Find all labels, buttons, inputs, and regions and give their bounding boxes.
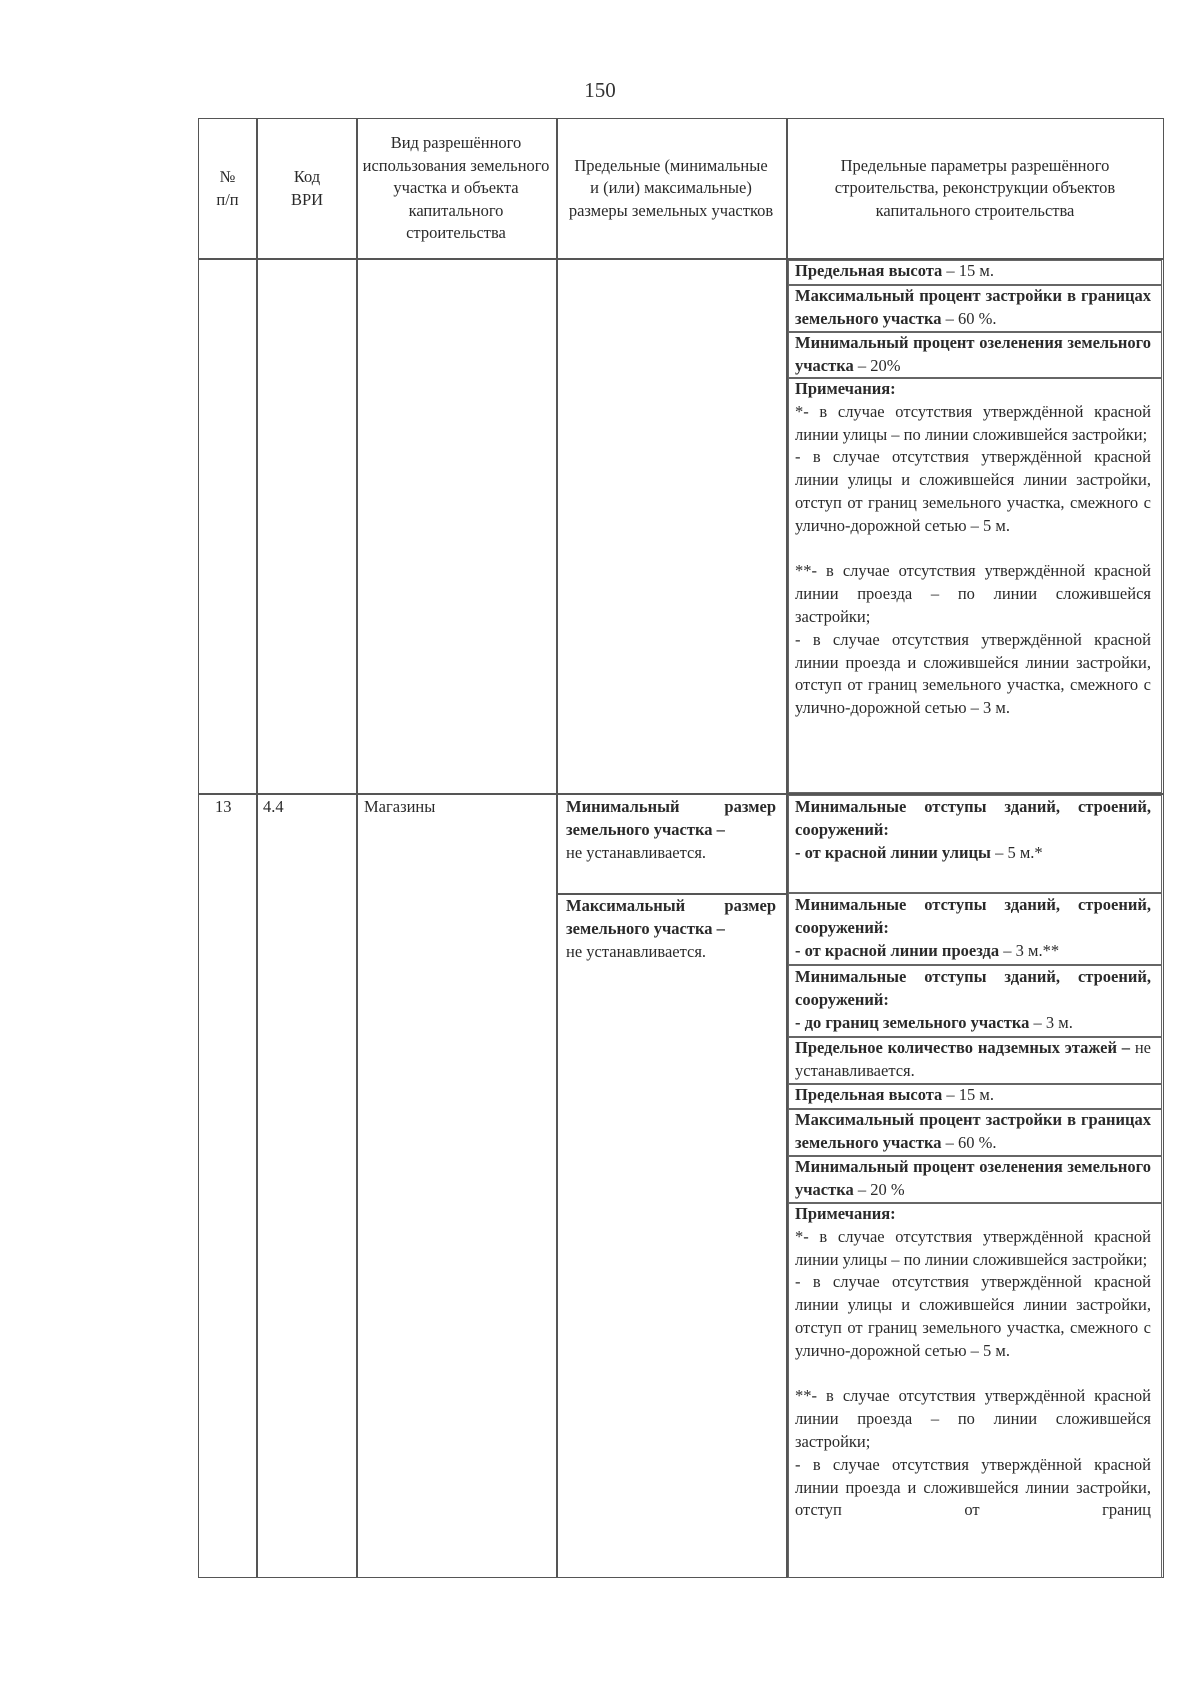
header-use-type: Вид разрешённого использования земельного участка и объекта капитального строительства bbox=[362, 133, 550, 243]
header-number: № п/п bbox=[216, 167, 239, 209]
row-number: 13 bbox=[215, 797, 232, 816]
param-coverage: Максимальный процент застройки в границах земельного участка – 60 %. bbox=[795, 1110, 1151, 1152]
note-4: - в случае отсутствия утверждённой красной линии проезда и сложившейся линии застройки, отступ от границ земельного участка, смежного с улично-дорожной сетью – 3 м. bbox=[795, 629, 1151, 718]
row-use-name: Магазины bbox=[364, 797, 436, 816]
row-code: 4.4 bbox=[263, 797, 284, 816]
notes-title: Примечания: bbox=[795, 379, 896, 398]
note-2: - в случае отсутствия утверждённой красной линии улицы и сложившейся линии застройки, отступ от границ земельного участка, смежного с улично-дорожной сетью – 5 м. bbox=[795, 447, 1151, 535]
param-floors: Предельное количество надземных этажей – не устанавливается. bbox=[795, 1038, 1151, 1080]
param-max-coverage: Максимальный процент застройки в границах земельного участка – 60 %. bbox=[795, 286, 1151, 328]
row13-notes-title: Примечания: bbox=[795, 1204, 896, 1223]
row13-note-1: *- в случае отсутствия утверждённой красной линии улицы – по линии сложившейся застройки; bbox=[795, 1226, 1151, 1269]
row13-note-4: - в случае отсутствия утверждённой красной линии проезда и сложившейся линии застройки, отступ от границ bbox=[795, 1454, 1151, 1520]
page-number: 150 bbox=[584, 78, 616, 102]
param-max-height: Предельная высота – 15 м. bbox=[795, 261, 994, 280]
notes bbox=[795, 378, 1151, 720]
param-setback-street: Минимальные отступы зданий, строений, сооружений: - от красной линии улицы – 5 м.* bbox=[795, 797, 1151, 862]
header-plot-size: Предельные (минимальные и (или) максимальные) размеры земельных участков bbox=[568, 155, 774, 220]
note-3: **- в случае отсутствия утверждённой красной линии проезда – по линии сложившейся застройки; bbox=[795, 561, 1151, 626]
param-greening: Минимальный процент озеленения земельного участка – 20 % bbox=[795, 1157, 1151, 1199]
header-params: Предельные параметры разрешённого строительства, реконструкции объектов капитального строительства bbox=[834, 155, 1116, 220]
note-1: *- в случае отсутствия утверждённой красной линии улицы – по линии сложившейся застройки; bbox=[795, 401, 1151, 444]
param-height: Предельная высота – 15 м. bbox=[795, 1085, 994, 1104]
max-plot-size: Максимальный размер земельного участка – не устанавливается. bbox=[566, 896, 776, 961]
row13-note-2: - в случае отсутствия утверждённой красной линии улицы и сложившейся линии застройки, отступ от границ земельного участка, смежного с улично-дорожной сетью – 5 м. bbox=[795, 1272, 1151, 1360]
param-setback-passage: Минимальные отступы зданий, строений, сооружений: - от красной линии проезда – 3 м.** bbox=[795, 895, 1151, 960]
header-code: Код ВРИ bbox=[290, 167, 324, 209]
row13-note-3: **- в случае отсутствия утверждённой красной линии проезда – по линии сложившейся застройки; bbox=[795, 1386, 1151, 1451]
param-min-greening: Минимальный процент озеленения земельного участка – 20% bbox=[795, 333, 1151, 375]
min-plot-size: Минимальный размер земельного участка – не устанавливается. bbox=[566, 797, 776, 862]
param-setback-boundary: Минимальные отступы зданий, строений, сооружений: - до границ земельного участка – 3 м. bbox=[795, 967, 1151, 1032]
row13-notes bbox=[795, 1203, 1151, 1522]
